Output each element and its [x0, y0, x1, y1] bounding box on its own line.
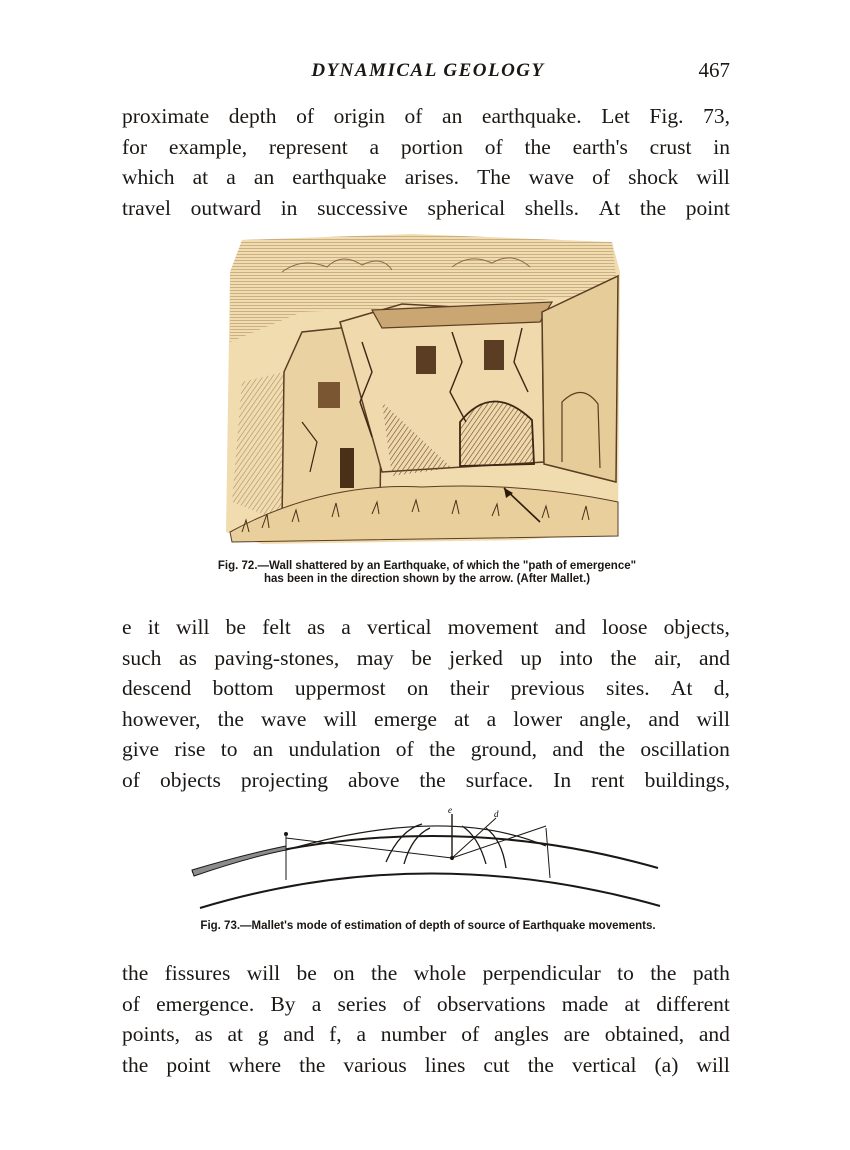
- running-title: DYNAMICAL GEOLOGY: [311, 60, 545, 81]
- text-line: of objects projecting above the surface. In rent buildings,: [122, 767, 730, 792]
- window: [318, 382, 340, 408]
- shell-arc: [486, 828, 506, 868]
- shell-line: [286, 826, 546, 850]
- text-line: proximate depth of origin of an earthquake. Let Fig. 73,: [122, 104, 730, 128]
- paragraph-3: [122, 958, 730, 1080]
- surface-point: [284, 832, 288, 836]
- text-line: of emergence. By a series of observations made at different: [122, 991, 730, 1016]
- text-line: which at a an earthquake arises. The wave of shock will: [122, 165, 730, 189]
- fig-73-diagram: [186, 806, 664, 912]
- focus-point: [450, 856, 454, 860]
- caption-line: has been in the direction shown by the arrow. (After Mallet.): [263, 573, 591, 585]
- label-d: d: [494, 809, 499, 819]
- running-head: [122, 60, 734, 88]
- text-line: such as paving-stones, may be jerked up into the air, and: [122, 645, 730, 670]
- fig-72-caption: [122, 560, 732, 586]
- paragraph-2: [122, 612, 730, 795]
- text-line: the fissures will be on the whole perpendicular to the path: [122, 961, 730, 985]
- vertical-tick: [546, 828, 550, 878]
- ray: [286, 838, 452, 858]
- paragraph-1: [122, 101, 730, 223]
- text-line: e it will be felt as a vertical movement and loose objects,: [122, 615, 730, 639]
- text-line: points, as at g and f, a number of angles are obtained, and: [122, 1022, 730, 1046]
- shell-arc: [404, 828, 430, 864]
- crust-surface-strip: [192, 846, 286, 876]
- building-right-wing: [542, 276, 618, 482]
- window: [416, 346, 436, 374]
- caption-line: Fig. 72.—Wall shattered by an Earthquake, of which the "path of emergence": [217, 560, 637, 572]
- page-number: 467: [698, 58, 730, 82]
- text-line: for example, represent a portion of the earth's crust in: [122, 134, 730, 159]
- door-left: [340, 448, 354, 488]
- shell-arc: [386, 824, 422, 862]
- crust-surface-lower: [200, 873, 660, 908]
- text-line: give rise to an undulation of the ground, and the oscillation: [122, 737, 730, 761]
- fig-73-caption: Fig. 73.—Mallet's mode of estimation of depth of source of Earthquake movements.: [200, 920, 656, 932]
- label-e: e: [448, 806, 452, 815]
- fig-72-engraving: [222, 232, 624, 544]
- text-line: however, the wave will emerge at a lower angle, and will: [122, 706, 730, 731]
- text-line: the point where the various lines cut the vertical (a) will: [122, 1052, 730, 1077]
- text-line: travel outward in successive spherical shells. At the point: [122, 195, 730, 220]
- window: [484, 340, 504, 370]
- text-line: descend bottom uppermost on their previous sites. At d,: [122, 676, 730, 700]
